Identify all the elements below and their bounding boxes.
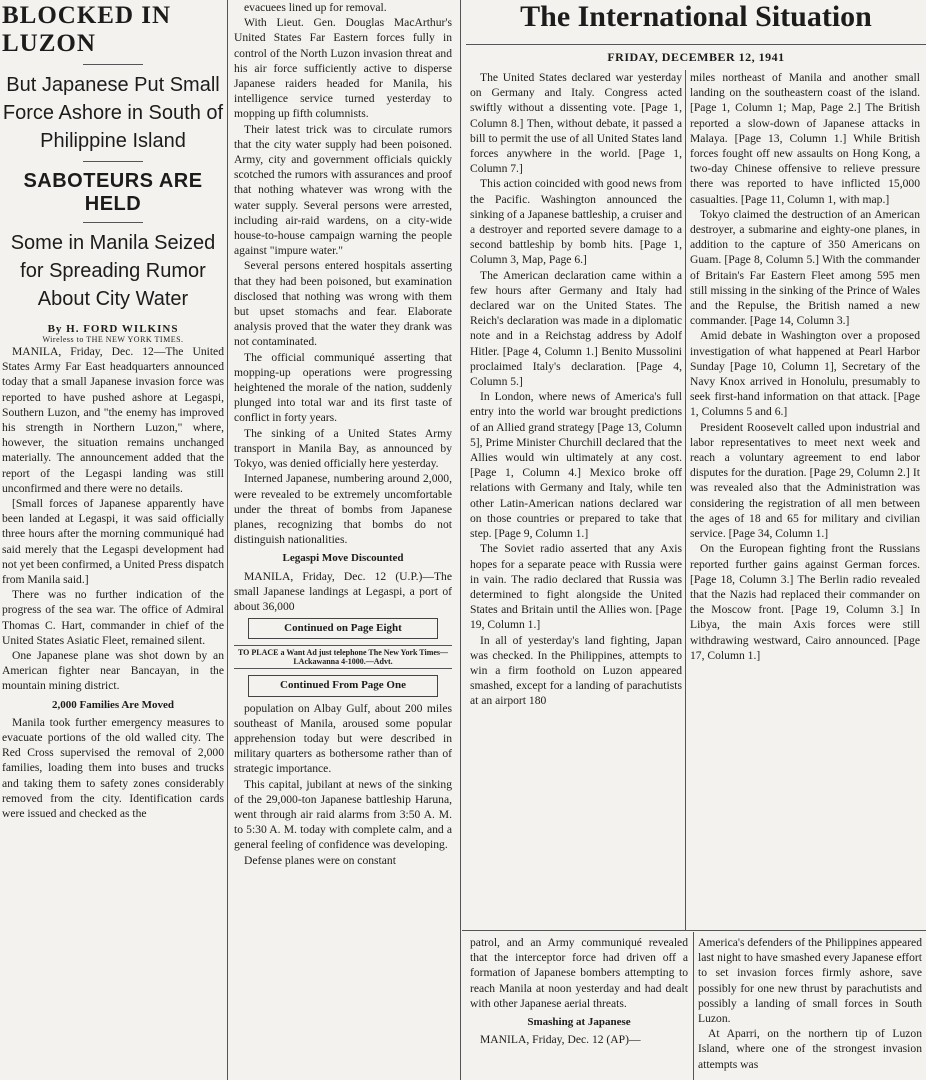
- section-date: FRIDAY, DECEMBER 12, 1941: [607, 50, 785, 64]
- continued-from-label: Continued From Page One: [248, 675, 438, 696]
- paragraph: MANILA, Friday, Dec. 12 (U.P.)—The small Japanese landings at Legaspi, a port of about 36,000: [234, 569, 452, 613]
- paragraph: President Roosevelt called upon industrial and labor representatives to meet next week and reach a voluntary agreement to end labor disputes for the duration. [Page 29, Column 2.] It was revealed also that the Administration was considering the registration of all men between the ages of 18 and 65 for military and civilian service. [Page 34, Column 1.]: [690, 420, 920, 541]
- paragraph: population on Albay Gulf, about 200 miles southeast of Manila, aroused some popular apprehension today but were described in military quarters as bothersome rather than of strategic importance.: [234, 701, 452, 776]
- middle-article: [232, 0, 454, 1080]
- article-body: [698, 935, 922, 1072]
- column-rule: [227, 0, 228, 1080]
- paragraph: The official communiqué asserting that mopping-up operations were progressing heightened the morale of the nation, suddenly plunged into total war and its first taste of conflict in forty years.: [234, 350, 452, 425]
- paragraph: At Aparri, on the northern tip of Luzon Island, where one of the strongest invasion attempts was: [698, 1027, 922, 1071]
- article-body: [690, 70, 920, 663]
- article-body: [470, 935, 688, 1047]
- divider: [83, 222, 143, 223]
- paragraph: The United States declared war yesterday on Germany and Italy. Congress acted swiftly without a dissenting vote. [Page 1, Column 8.] Then, without debate, it passed a bill to permit the use of all United States land forces anywhere in the world. [Page 1, Column 7.]: [470, 71, 682, 176]
- paragraph: MANILA, Friday, Dec. 12—The United States Army Far East headquarters announced today that a small Japanese invasion force was reported to have pushed ashore at Legaspi, Southern Luzon, and "the enemy has improved his strength in Northern Luzon," where, however, the situation remains unchanged materially. The announcement added that the report of the Legaspi landing was still unconfirmed and there were no details.: [2, 345, 224, 495]
- deck-one: But Japanese Put Small Force Ashore in South of Philippine Island: [2, 74, 224, 152]
- column-rule: [460, 0, 461, 1080]
- paragraph: Defense planes were on constant: [244, 853, 396, 867]
- column-rule: [685, 70, 686, 930]
- paragraph: Manila took further emergency measures to evacuate portions of the old walled city. The Red Cross supervised the removal of 2,000 families, loading them into buses and trucks and taking them to safety zones considerably removed from the city. Identification cards were issued and checked as the: [2, 715, 224, 821]
- continued-on-label: Continued on Page Eight: [248, 618, 438, 639]
- paragraph: Interned Japanese, numbering around 2,000, were revealed to be extremely uncomfortable under the threat of bombs from Japanese planes, recognizing that bombs do not distinguish nationalities.: [234, 472, 452, 547]
- paragraph: In London, where news of America's full entry into the world war brought predictions of an Allied grand strategy [Page 13, Column 5], Prime Minister Churchill declared that the Allies would win ultimately at any cost. [Page 1, Column 4.] Mexico broke off relations with Germany and Italy, while ten other Latin-American nations declared war on those countries or prepared to take that step. [Page 9, Column 1.]: [470, 390, 682, 541]
- byline: By H. FORD WILKINS: [47, 323, 179, 335]
- article-body: [470, 70, 682, 709]
- subhead: Legaspi Move Discounted: [282, 552, 404, 565]
- paragraph: One Japanese plane was shot down by an American fighter near Bancayan, in the mountain mining district.: [2, 649, 224, 693]
- paragraph: In all of yesterday's land fighting, Japan was checked. In the Philippines, attempts to win a firm foothold on Luzon appeared smashed, except for a landing of parachutists at an airport 180: [470, 633, 682, 708]
- subhead: Smashing at Japanese: [527, 1016, 631, 1029]
- paragraph: patrol, and an Army communiqué revealed that the interceptor force had driven off a formation of Japanese bombers attempting to reach Manila at noon yesterday and had dealt with other Japanese aerial threats.: [470, 936, 688, 1010]
- headline: BLOCKED IN LUZON: [2, 2, 172, 57]
- paragraph: Their latest trick was to circulate rumors that the city water supply had been poisoned. Army, city and government officials quickly scotched the rumors with assurances and proof that nothing whatever was wrong with the water supply. Several persons were arrested, including air-raid wardens, on a city-wide house-to-house campaign warning the people against "impure water.": [234, 122, 452, 258]
- summary-column-a: [470, 70, 682, 930]
- article-body: [234, 0, 452, 868]
- paragraph: This capital, jubilant at news of the sinking of the 29,000-ton Japanese battleship Haruna, went through air raid alarms from 3:50 A. M. to 5:30 A. M. today with complete calm, and a general feeling of confidence was developing.: [234, 777, 452, 852]
- paragraph: Several persons entered hospitals asserting that they had been poisoned, but examination disclosed that nothing was wrong with them but upset stomachs and fear. Elaborate analysis proved that the water they drank was not contaminated.: [234, 259, 452, 349]
- summary-column-b: [690, 70, 920, 930]
- paragraph: The sinking of a United States Army transport in Manila Bay, as announced by Tokyo, was denied officially here yesterday.: [234, 426, 452, 471]
- column-rule: [693, 932, 694, 1080]
- paragraph: The Soviet radio asserted that any Axis hopes for a separate peace with Russia were in vain. The radio declared that Russia was determined to fight alongside the United States and Britain until the Allies won. [Page 19, Column 1.]: [470, 542, 682, 632]
- divider: [83, 161, 143, 162]
- paragraph: America's defenders of the Philippines appeared last night to have smashed every Japanese effort to set invasion forces firmly ashore, save possibly for one new thrust by parachutists and possibly a landing of small forces in South Luzon.: [698, 936, 922, 1026]
- paragraph: evacuees lined up for removal.: [244, 1, 387, 14]
- deck-three: Some in Manila Seized for Spreading Rumor About City Water: [10, 232, 216, 310]
- paragraph: There was no further indication of the progress of the sea war. The office of Admiral Thomas C. Hart, commander in chief of the United States Asiatic Fleet, remained silent.: [2, 588, 224, 647]
- title-rule: [466, 44, 926, 45]
- paragraph: On the European fighting front the Russians reported further gains against German forces. [Page 18, Column 3.] The Berlin radio revealed that the Nazis had replaced their commander on the Moscow front. [Page 19, Column 3.] In Libya, the main Axis forces were still withdrawing westward, Cairo announced. [Page 17, Column 1.]: [690, 542, 920, 662]
- left-article: [2, 0, 224, 1080]
- dateline: MANILA, Friday, Dec. 12 (AP)—: [480, 1033, 641, 1047]
- want-ad-notice: TO PLACE a Want Ad just telephone The New York Times—LAckawanna 4-1000.—Advt.: [234, 645, 452, 669]
- section-rule: [462, 930, 926, 931]
- section-title: The International Situation: [520, 0, 872, 33]
- paragraph: With Lieut. Gen. Douglas MacArthur's United States Far Eastern forces fully in control of the North Luzon invasion threat and his air force sufficiently active to disperse Japanese raiders headed for Manila, his intelligence service turned yesterday to mopping up fifth columnists.: [234, 16, 452, 121]
- paragraph: The American declaration came within a few hours after Germany and Italy had declared war on the United States. The Reich's declaration was made in a diplomatic note and in a Reichstag address by Adolf Hitler. [Page 4, Column 1.] Benito Mussolini proclaimed Italy's declaration. [Page 4, Column 5.]: [470, 268, 682, 389]
- paragraph: Amid debate in Washington over a proposed investigation of what happened at Pearl Harbor Sunday [Page 10, Column 1], Secretary of the Navy Knox arrived in Honolulu, presumably to seek first-hand information on that attack. [Page 1, Columns 5 and 6.]: [690, 329, 920, 419]
- wire-credit: Wireless to THE NEW YORK TIMES.: [42, 335, 184, 344]
- bottom-left-article: [470, 935, 688, 1080]
- divider: [83, 64, 143, 65]
- paragraph: Tokyo claimed the destruction of an American destroyer, a submarine and eighty-one planes, in addition to the capture of 350 Americans on Guam. [Page 8, Column 5.] With the commander of Britain's Far Eastern Fleet among 595 men still missing in the sinking of the Prince of Wales and the Repulse, the British named a new commander. [Page 14, Column 3.]: [690, 207, 920, 328]
- article-body: [2, 344, 224, 821]
- subhead: 2,000 Families Are Moved: [52, 698, 174, 711]
- deck-two: SABOTEURS ARE HELD: [23, 170, 203, 215]
- paragraph: miles northeast of Manila and another small landing on the southeastern coast of the island. [Page 1, Column 1; Map, Page 2.] The British reported a slow-down of Japanese attacks in Malaya. [Page 13, Column 1.] While British forces fought off new assaults on Hong Kong, a two-day Chinese offensive to relieve pressure there was reported to have inflicted 15,000 casualties. [Page 11, Column 1, with map.]: [690, 71, 920, 206]
- bottom-right-article: [698, 935, 922, 1080]
- paragraph: This action coincided with good news from the Pacific. Washington announced the sinking of a Japanese battleship, a cruiser and a destroyer and reported severe damage to a second battleship by bomb hits. [Page 1, Column 3, Map, Page 6.]: [470, 177, 682, 267]
- paragraph: [Small forces of Japanese apparently have been landed at Legaspi, it was said officially three hours after the morning communiqué had said merely that the Legaspi development had not yet been confirmed, a United Press dispatch from Manila said.]: [2, 497, 224, 587]
